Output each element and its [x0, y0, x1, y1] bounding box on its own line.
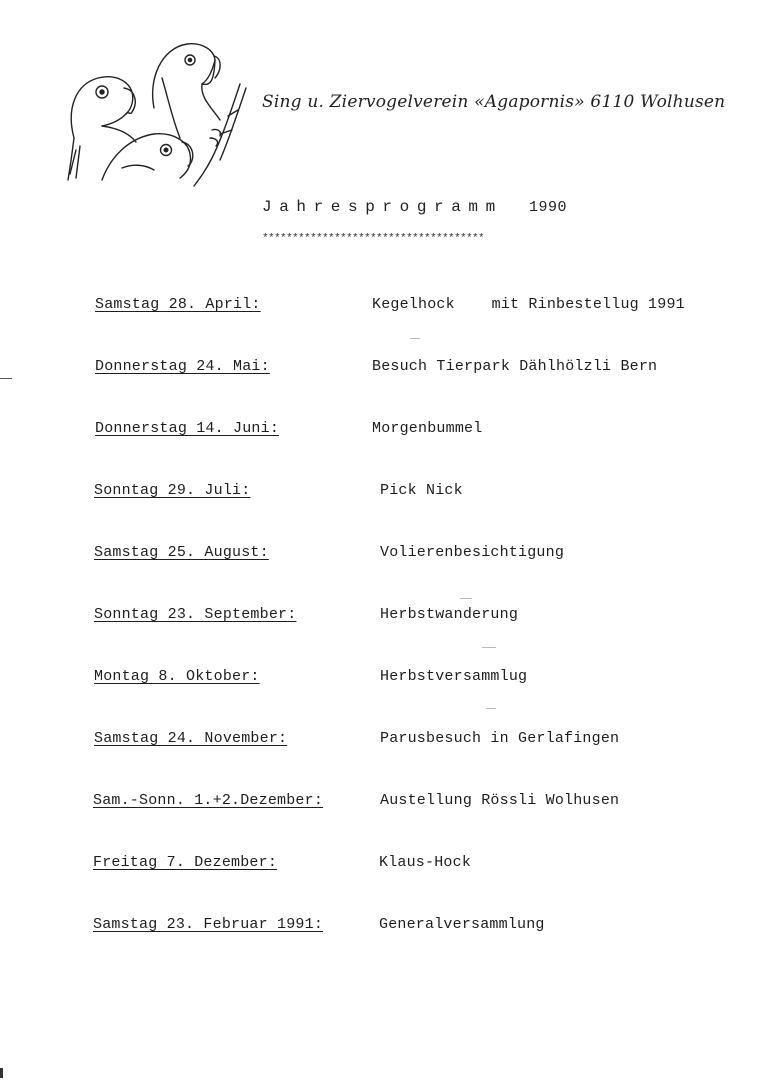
event-description: Morgenbummel — [372, 420, 483, 437]
event-row — [0, 420, 764, 450]
event-date: Freitag 7. Dezember: — [93, 854, 278, 871]
event-row — [0, 854, 764, 884]
event-date: Samstag 23. Februar 1991: — [93, 916, 324, 933]
event-description: Kegelhock mit Rinbestellug 1991 — [372, 296, 685, 313]
event-description: Volierenbesichtigung — [380, 544, 565, 561]
event-date: Sam.-Sonn. 1.+2.Dezember: — [93, 792, 324, 809]
event-row — [0, 792, 764, 822]
event-row — [0, 296, 764, 326]
event-description: Pick Nick — [380, 482, 463, 499]
event-date: Donnerstag 24. Mai: — [95, 358, 270, 375]
scan-speck — [460, 598, 472, 599]
event-row — [0, 544, 764, 574]
event-row — [0, 358, 764, 388]
asterisk-divider: ************************************* — [262, 233, 485, 245]
event-date: Samstag 25. August: — [94, 544, 269, 561]
event-row — [0, 606, 764, 636]
event-row — [0, 730, 764, 760]
scan-speck — [486, 708, 496, 709]
event-row — [0, 916, 764, 946]
program-year: 1990 — [529, 199, 568, 216]
event-description: Herbstversammlug — [380, 668, 528, 685]
event-date: Samstag 28. April: — [95, 296, 261, 313]
event-description: Austellung Rössli Wolhusen — [380, 792, 620, 809]
event-date: Montag 8. Oktober: — [94, 668, 260, 685]
event-row — [0, 482, 764, 512]
event-description: Besuch Tierpark Dählhölzli Bern — [372, 358, 658, 375]
margin-mark — [0, 378, 12, 379]
corner-mark — [0, 1068, 3, 1078]
event-date: Donnerstag 14. Juni: — [95, 420, 280, 437]
event-date: Samstag 24. November: — [94, 730, 288, 747]
club-name: Sing u. Ziervogelverein «Agapornis» 6110 Wolhusen — [262, 92, 726, 112]
event-description: Klaus-Hock — [379, 854, 472, 871]
event-description: Generalversammlung — [379, 916, 545, 933]
event-description: Herbstwanderung — [380, 606, 519, 623]
scan-speck — [410, 338, 420, 339]
event-description: Parusbesuch in Gerlafingen — [380, 730, 620, 747]
event-row — [0, 668, 764, 698]
program-title: Jahresprogramm — [262, 198, 503, 216]
event-date: Sonntag 23. September: — [94, 606, 297, 623]
scan-speck — [482, 647, 496, 648]
event-date: Sonntag 29. Juli: — [94, 482, 251, 499]
